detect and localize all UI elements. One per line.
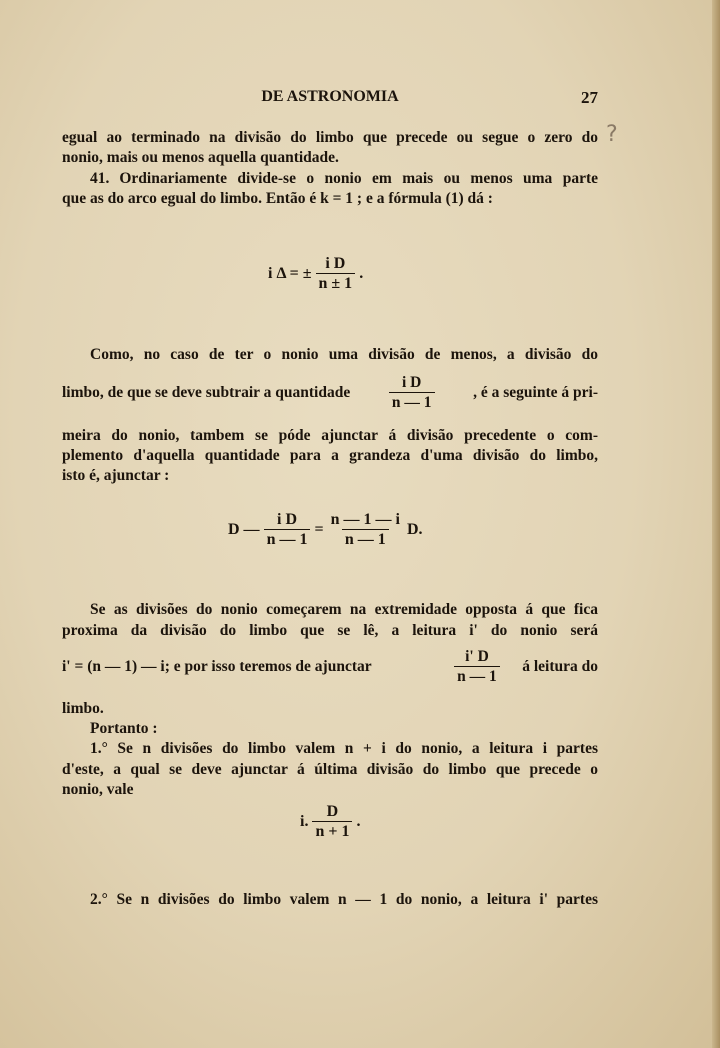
eq3-lhs: i. bbox=[300, 813, 309, 830]
eq2-f1-numerator: i D bbox=[277, 511, 298, 528]
margin-pencil-mark: ? bbox=[606, 122, 618, 147]
text-line: isto é, ajunctar : bbox=[62, 467, 170, 484]
eq3-numerator: D bbox=[326, 803, 339, 820]
inline1-denominator: n — 1 bbox=[389, 392, 435, 412]
text-line: 1.° Se n divisões do limbo valem n + i do nonio, a leitura i partes bbox=[90, 740, 598, 757]
eq2-f1-denominator: n — 1 bbox=[264, 529, 311, 549]
running-header bbox=[62, 88, 598, 110]
eq1-lhs: i Δ = ± bbox=[268, 265, 312, 282]
text-line: limbo. bbox=[62, 700, 104, 717]
eq1-numerator: i D bbox=[325, 255, 346, 272]
text-line: Como, no caso de ter o nonio uma divisão de menos, a divisão do bbox=[90, 346, 598, 363]
equation-1 bbox=[268, 255, 363, 293]
text-line: plemento d'aquella quantidade para a grandeza d'uma divisão do limbo, bbox=[62, 447, 598, 464]
inline-fraction-2 bbox=[454, 648, 500, 686]
section-41-line bbox=[90, 169, 598, 189]
text-fragment: i' = (n — 1) — i; e por isso teremos de ajunctar bbox=[62, 658, 372, 675]
text-line: d'este, a qual se deve ajunctar á última divisão do limbo que precede o bbox=[62, 761, 598, 778]
eq2-fraction-2 bbox=[328, 511, 403, 549]
eq2-fraction-1 bbox=[264, 511, 311, 549]
equation-2 bbox=[228, 511, 423, 549]
eq3-end: . bbox=[356, 813, 361, 830]
text-line: egual ao terminado na divisão do limbo que precede ou segue o zero do bbox=[62, 129, 598, 146]
eq2-equals: = bbox=[314, 521, 324, 538]
eq2-lhs: D — bbox=[228, 521, 260, 538]
section-number: 41. bbox=[90, 170, 110, 187]
inline2-denominator: n — 1 bbox=[454, 666, 500, 686]
text-line-with-fraction bbox=[62, 372, 598, 414]
eq1-denominator: n ± 1 bbox=[316, 273, 356, 293]
inline-fraction-1 bbox=[389, 374, 435, 412]
eq2-f2-numerator: n — 1 — i bbox=[330, 511, 400, 528]
text-line: Ordinariamente divide-se o nonio em mais ou menos uma parte bbox=[119, 170, 598, 187]
text-line: que as do arco egual do limbo. Então é k = 1 ; e a fórmula (1) dá : bbox=[62, 190, 493, 207]
eq3-denominator: n + 1 bbox=[312, 821, 352, 841]
inline1-numerator: i D bbox=[402, 374, 422, 391]
text-line: Se as divisões do nonio começarem na extremidade opposta á que fica bbox=[90, 601, 598, 618]
text-line: Portanto : bbox=[90, 720, 158, 737]
text-fragment: á leitura do bbox=[522, 658, 598, 675]
text-line: nonio, mais ou menos aquella quantidade. bbox=[62, 149, 339, 166]
text-fragment: , é a seguinte á pri- bbox=[473, 384, 598, 401]
text-line: nonio, vale bbox=[62, 781, 134, 798]
eq3-fraction bbox=[312, 803, 352, 841]
inline2-numerator: i' D bbox=[465, 648, 489, 665]
page-number: 27 bbox=[581, 88, 598, 107]
eq1-fraction bbox=[316, 255, 356, 293]
eq2-f2-denominator: n — 1 bbox=[342, 529, 389, 549]
equation-3 bbox=[300, 803, 360, 841]
text-line-with-fraction bbox=[62, 646, 598, 688]
text-line: meira do nonio, tambem se póde ajunctar á divisão precedente o com- bbox=[62, 427, 598, 444]
text-line: 2.° Se n divisões do limbo valem n — 1 do nonio, a leitura i' partes bbox=[90, 891, 598, 908]
eq1-end: . bbox=[359, 265, 364, 282]
text-fragment: limbo, de que se deve subtrair a quantidade bbox=[62, 384, 351, 401]
header-title: DE ASTRONOMIA bbox=[261, 88, 399, 105]
eq2-end: D. bbox=[406, 521, 423, 538]
text-line: proxima da divisão do limbo que se lê, a leitura i' do nonio será bbox=[62, 622, 598, 639]
